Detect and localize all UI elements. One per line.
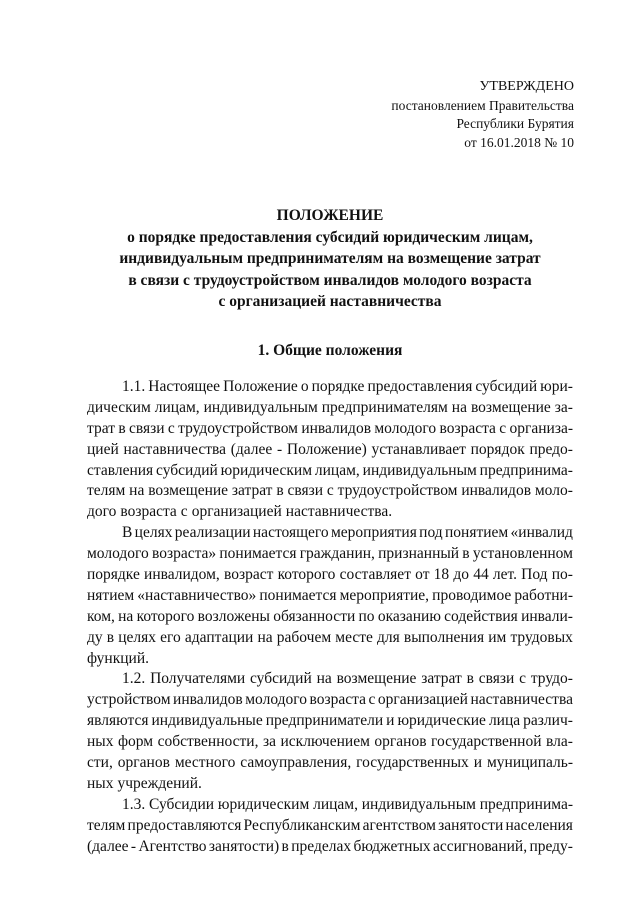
body-line: (далее - Агентство занятости) в пределах бюджетных ассигнований, преду- (87, 837, 573, 855)
body-line: нятием «наставничество» понимается мероприятие, проводимое работни- (87, 586, 573, 604)
body-line: 1.3. Субсидии юридическим лицам, индивидуальным предпринима- (122, 795, 573, 813)
body-line: дическим лицам, индивидуальным предпринимателям на возмещение за- (87, 398, 573, 416)
body-line: телям предоставляются Республиканским агентством занятости населения (87, 816, 573, 834)
body-line: ных учреждений. (87, 774, 202, 792)
body-line: функций. (87, 649, 149, 667)
body-line: 1.1. Настоящее Положение о порядке предоставления субсидий юри- (122, 378, 573, 395)
approval-line: постановлением Правительства (391, 97, 574, 113)
approval-date: от 16.01.2018 № 10 (464, 134, 574, 150)
body-line: сти, органов местного самоуправления, государственных и муниципаль- (87, 754, 573, 772)
document-title (80, 205, 580, 313)
document-heading: ПОЛОЖЕНИЕ (276, 207, 384, 224)
body-line: ду в целях его адаптации на рабочем месте для выполнения им трудовых (87, 628, 573, 646)
body-line: молодого возраста» понимается гражданин, признанный в установленном (87, 545, 573, 563)
body-line: порядке инвалидом, возраст которого составляет от 18 до 44 лет. Под по- (87, 566, 573, 584)
body-line: В целях реализации настоящего мероприятия под понятием «инвалид (122, 524, 573, 542)
title-line: с организацией наставничества (218, 293, 442, 310)
body-line: устройством инвалидов молодого возраста с организацией наставничества (87, 691, 573, 709)
body-line: телям на возмещение затрат в связи с трудоустройством инвалидов моло- (87, 482, 573, 500)
body-line: ных форм собственности, за исключением органов государственной вла- (87, 733, 573, 751)
body-line: являются индивидуальные предприниматели и юридические лица различ- (87, 712, 573, 730)
body-line: цией наставничества (далее - Положение) устанавливает порядок предо- (87, 440, 573, 458)
body-line: дого возраста с организацией наставничества. (87, 503, 393, 521)
approval-heading: УТВЕРЖДЕНО (479, 79, 574, 94)
body-line: 1.2. Получателями субсидий на возмещение затрат в связи с трудо- (122, 670, 573, 688)
body-line: трат в связи с трудоустройством инвалидов молодого возраста с организа- (87, 419, 573, 437)
approval-line: Республики Бурятия (456, 116, 574, 131)
body-text (87, 377, 573, 857)
approval-stamp (360, 78, 574, 152)
title-line: о порядке предоставления субсидий юридическим лицам, (127, 228, 533, 246)
body-line: ком, на которого возложены обязанности по оказанию содействия инвали- (87, 607, 573, 625)
title-line: индивидуальным предпринимателям на возмещение затрат (119, 250, 541, 267)
title-line: в связи с трудоустройством инвалидов молодого возраста (128, 271, 532, 289)
section-heading: 1. Общие положения (257, 342, 403, 359)
body-line: ставления субсидий юридическим лицам, индивидуальным предпринима- (87, 461, 573, 479)
